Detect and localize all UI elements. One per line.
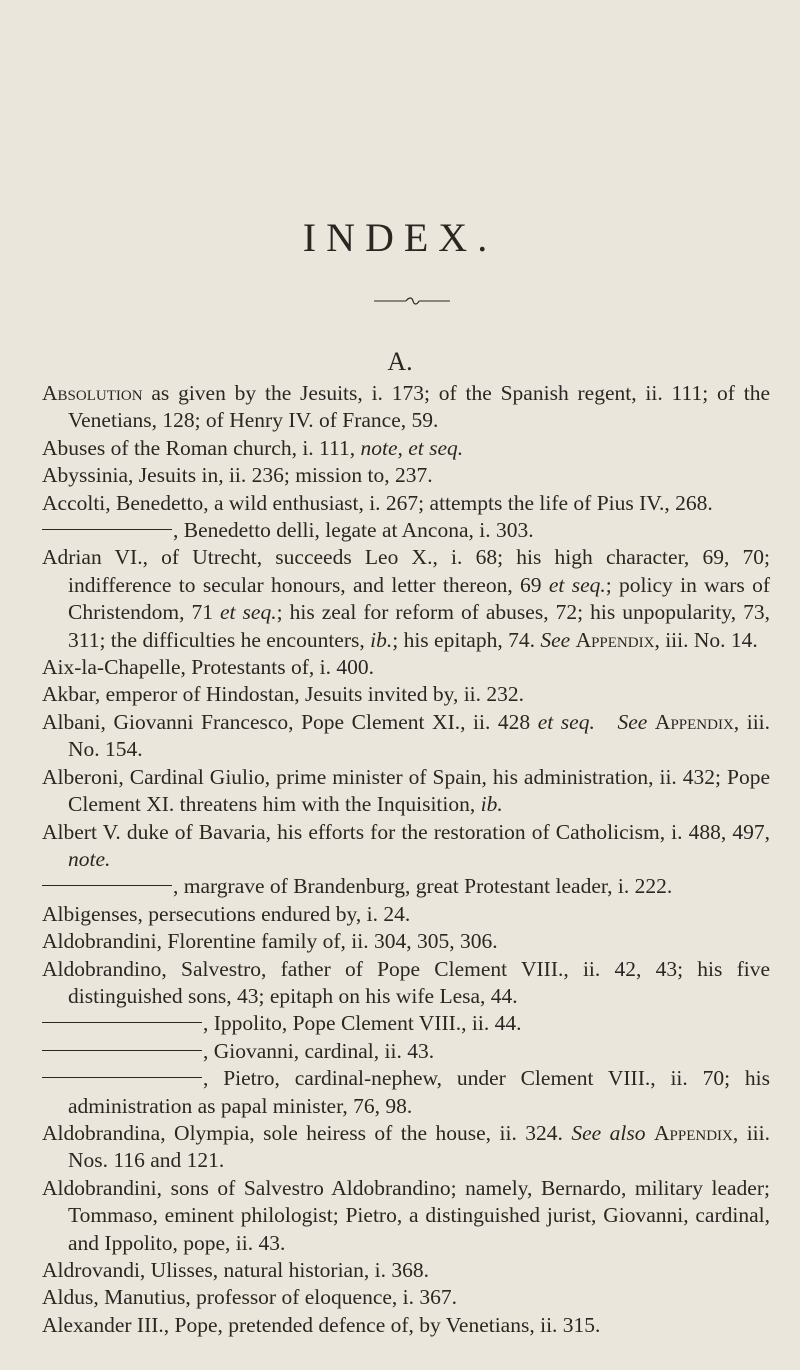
- index-entry: , Giovanni, cardinal, ii. 43.: [42, 1038, 770, 1065]
- index-entry: , Pietro, cardinal-nephew, under Clement VIII., ii. 70; his administration as papal minister, 76, 98.: [42, 1065, 770, 1120]
- index-entry: Albert V. duke of Bavaria, his efforts for the restoration of Catholicism, i. 488, 497, note.: [42, 819, 770, 871]
- ditto-dash: [42, 1050, 202, 1051]
- index-entry: Absolution as given by the Jesuits, i. 173; of the Spanish regent, ii. 111; of the Venetians, 128; of Henry IV. of France, 59.: [42, 381, 770, 433]
- index-entry: Aix-la-Chapelle, Protestants of, i. 400.: [42, 655, 374, 680]
- section-letter: A.: [387, 347, 413, 376]
- index-entry: Abyssinia, Jesuits in, ii. 236; mission to, 237.: [42, 463, 433, 488]
- index-entry: Abuses of the Roman church, i. 111, note, et seq.: [42, 435, 464, 460]
- index-entry: Aldobrandina, Olympia, sole heiress of the house, ii. 324. See also Appendix, iii. Nos. 116 and 121.: [42, 1120, 770, 1173]
- index-entries: [42, 380, 770, 1339]
- index-entry: Adrian VI., of Utrecht, succeeds Leo X., i. 68; his high character, 69, 70; indifference to secular honours, and letter thereon, 69 et seq.; policy in wars of Christendom, 71 et seq.; his zeal for reform of abuses, 72; his unpopularity, 73, 311; the difficulties he encounters, ib.; his epitaph, 74. See Appendix, iii. No. 14.: [42, 545, 770, 652]
- ditto-dash: [42, 529, 172, 530]
- index-entry: Akbar, emperor of Hindostan, Jesuits invited by, ii. 232.: [42, 682, 525, 707]
- index-entry: , margrave of Brandenburg, great Protestant leader, i. 222.: [42, 873, 770, 900]
- page-title: INDEX.: [302, 215, 498, 260]
- index-entry: , Benedetto delli, legate at Ancona, i. 303.: [42, 517, 770, 544]
- ditto-dash: [42, 1077, 202, 1078]
- index-entry: Aldobrandini, Florentine family of, ii. 304, 305, 306.: [42, 929, 498, 954]
- index-entry: Aldobrandino, Salvestro, father of Pope Clement VIII., ii. 42, 43; his five distinguished sons, 43; epitaph on his wife Lesa, 44.: [42, 956, 770, 1008]
- index-entry: Aldus, Manutius, professor of eloquence, i. 367.: [42, 1285, 457, 1310]
- index-entry: Alexander III., Pope, pretended defence of, by Venetians, ii. 315.: [42, 1312, 601, 1337]
- ditto-dash: [42, 1022, 202, 1023]
- ditto-dash: [42, 885, 172, 886]
- index-entry: Albani, Giovanni Francesco, Pope Clement XI., ii. 428 et seq. See Appendix, iii. No. 154.: [42, 709, 771, 762]
- index-entry: , Ippolito, Pope Clement VIII., ii. 44.: [42, 1010, 770, 1037]
- index-entry: Aldrovandi, Ulisses, natural historian, i. 368.: [42, 1258, 429, 1282]
- index-entry: Accolti, Benedetto, a wild enthusiast, i. 267; attempts the life of Pius IV., 268.: [42, 490, 713, 515]
- ornament-divider: [372, 296, 452, 306]
- index-entry: Albigenses, persecutions endured by, i. 24.: [42, 901, 411, 926]
- index-entry: Alberoni, Cardinal Giulio, prime minister of Spain, his administration, ii. 432; Pope Clement XI. threatens him with the Inquisition, ib.: [42, 764, 770, 817]
- index-entry: Aldobrandini, sons of Salvestro Aldobrandino; namely, Bernardo, military leader; Tommaso, eminent philologist; Pietro, a distinguished jurist, Giovanni, cardinal, and Ippolito, pope, ii. 43.: [42, 1175, 770, 1255]
